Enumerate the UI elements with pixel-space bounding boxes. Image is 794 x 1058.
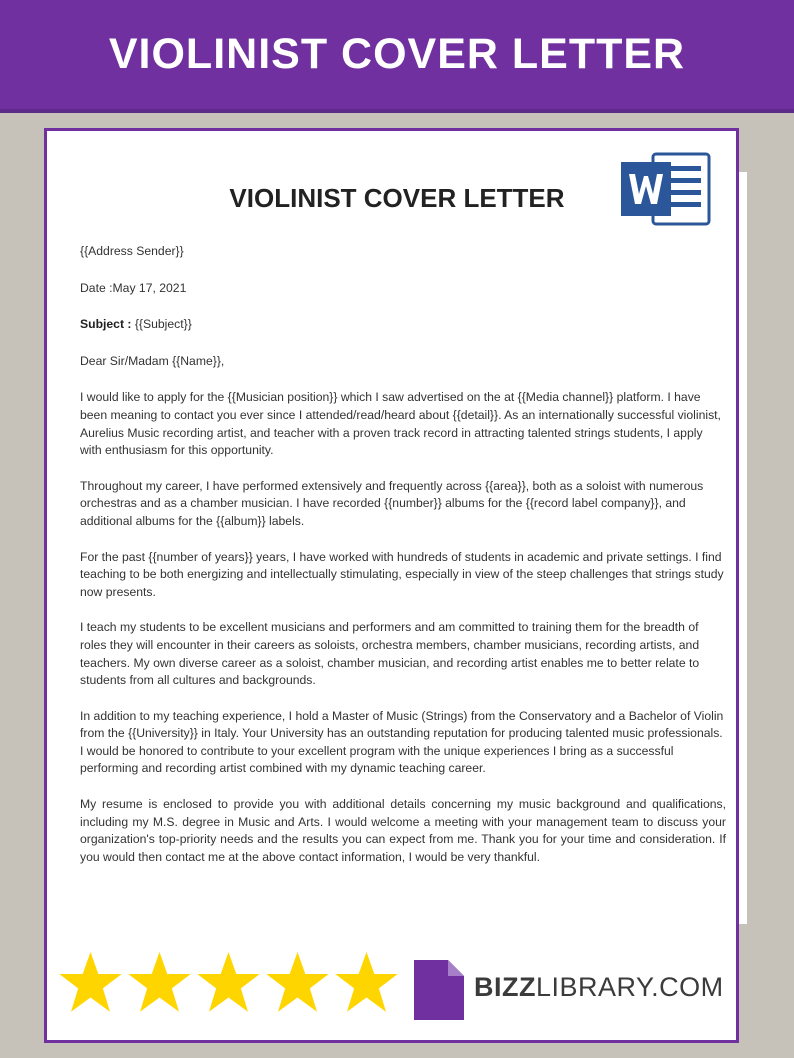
star-icon	[265, 950, 330, 1015]
subject-label: Subject :	[80, 317, 132, 332]
banner-title: VIOLINIST COVER LETTER	[108, 30, 686, 78]
star-icon	[196, 950, 261, 1015]
subject-line	[80, 316, 726, 334]
letter-body	[80, 243, 726, 884]
letter-date: Date :May 17, 2021	[80, 280, 187, 295]
brand-rest: LIBRARY.COM	[536, 972, 724, 1002]
address-sender: {{Address Sender}}	[80, 244, 184, 258]
star-rating	[58, 950, 399, 1020]
paragraph-1: I would like to apply for the {{Musician position}} which I saw advertised on the at {{Media channel}} platform. I have been meaning to contact you ever since I attended/read/heard about {{detail}}. As an internationally successful violinist, Aurelius Music recording artist, and teacher with a proven track record in attracting talented strings students, I apply with enthusiasm for this opportunity.	[80, 390, 721, 458]
document-title: VIOLINIST COVER LETTER	[229, 183, 565, 213]
bizzlibrary-brand	[474, 972, 724, 1003]
paragraph-2: Throughout my career, I have performed extensively and frequently across {{area}}, both as a soloist with numerous orchestras and as a chamber musician. I have recorded {{number}} albums for the {{record label company}}, and additional albums for the {{album}} labels.	[80, 478, 704, 528]
star-icon	[58, 950, 123, 1015]
paragraph-5: In addition to my teaching experience, I hold a Master of Music (Strings) from the Conservatory and a Bachelor of Violin from the {{University}} in Italy. Your University has an outstanding reputation for producing talented music professionals. I would be honored to contribute to your excellent program with the unique experiences I bring as a successful performing and recording artist combined with my dynamic teaching career.	[80, 708, 724, 776]
subject-value: {{Subject}}	[131, 317, 192, 332]
brand-bold: BIZZ	[474, 972, 536, 1002]
star-icon	[127, 950, 192, 1015]
star-icon	[334, 950, 399, 1015]
paragraph-3: For the past {{number of years}} years, I have worked with hundreds of students in academic and private settings. I find teaching to be both energizing and intellectually stimulating, especially in view of the steep challenges that strings study now presents.	[80, 549, 724, 599]
paper-edge	[739, 172, 747, 924]
paragraph-6: My resume is enclosed to provide you with additional details concerning my music background and qualifications, including my M.S. degree in Music and Arts. I would welcome a meeting with your management team to discuss your organization's top-priority needs and the results you can expect from me. Thank you for your time and consideration. If you would then contact me at the above contact information, I would be very thankful.	[80, 797, 726, 864]
salutation: Dear Sir/Madam {{Name}},	[80, 353, 225, 368]
paragraph-4: I teach my students to be excellent musicians and performers and am committed to training them for the breadth of roles they will encounter in their careers as soloists, orchestra members, chamber musicians, recording artists, and teachers. My own diverse career as a soloist, chamber musician, and recording artist enables me to better relate to students from all cultures and backgrounds.	[80, 620, 700, 688]
header-banner	[0, 0, 794, 113]
bizzlibrary-logo-icon	[414, 960, 464, 1020]
